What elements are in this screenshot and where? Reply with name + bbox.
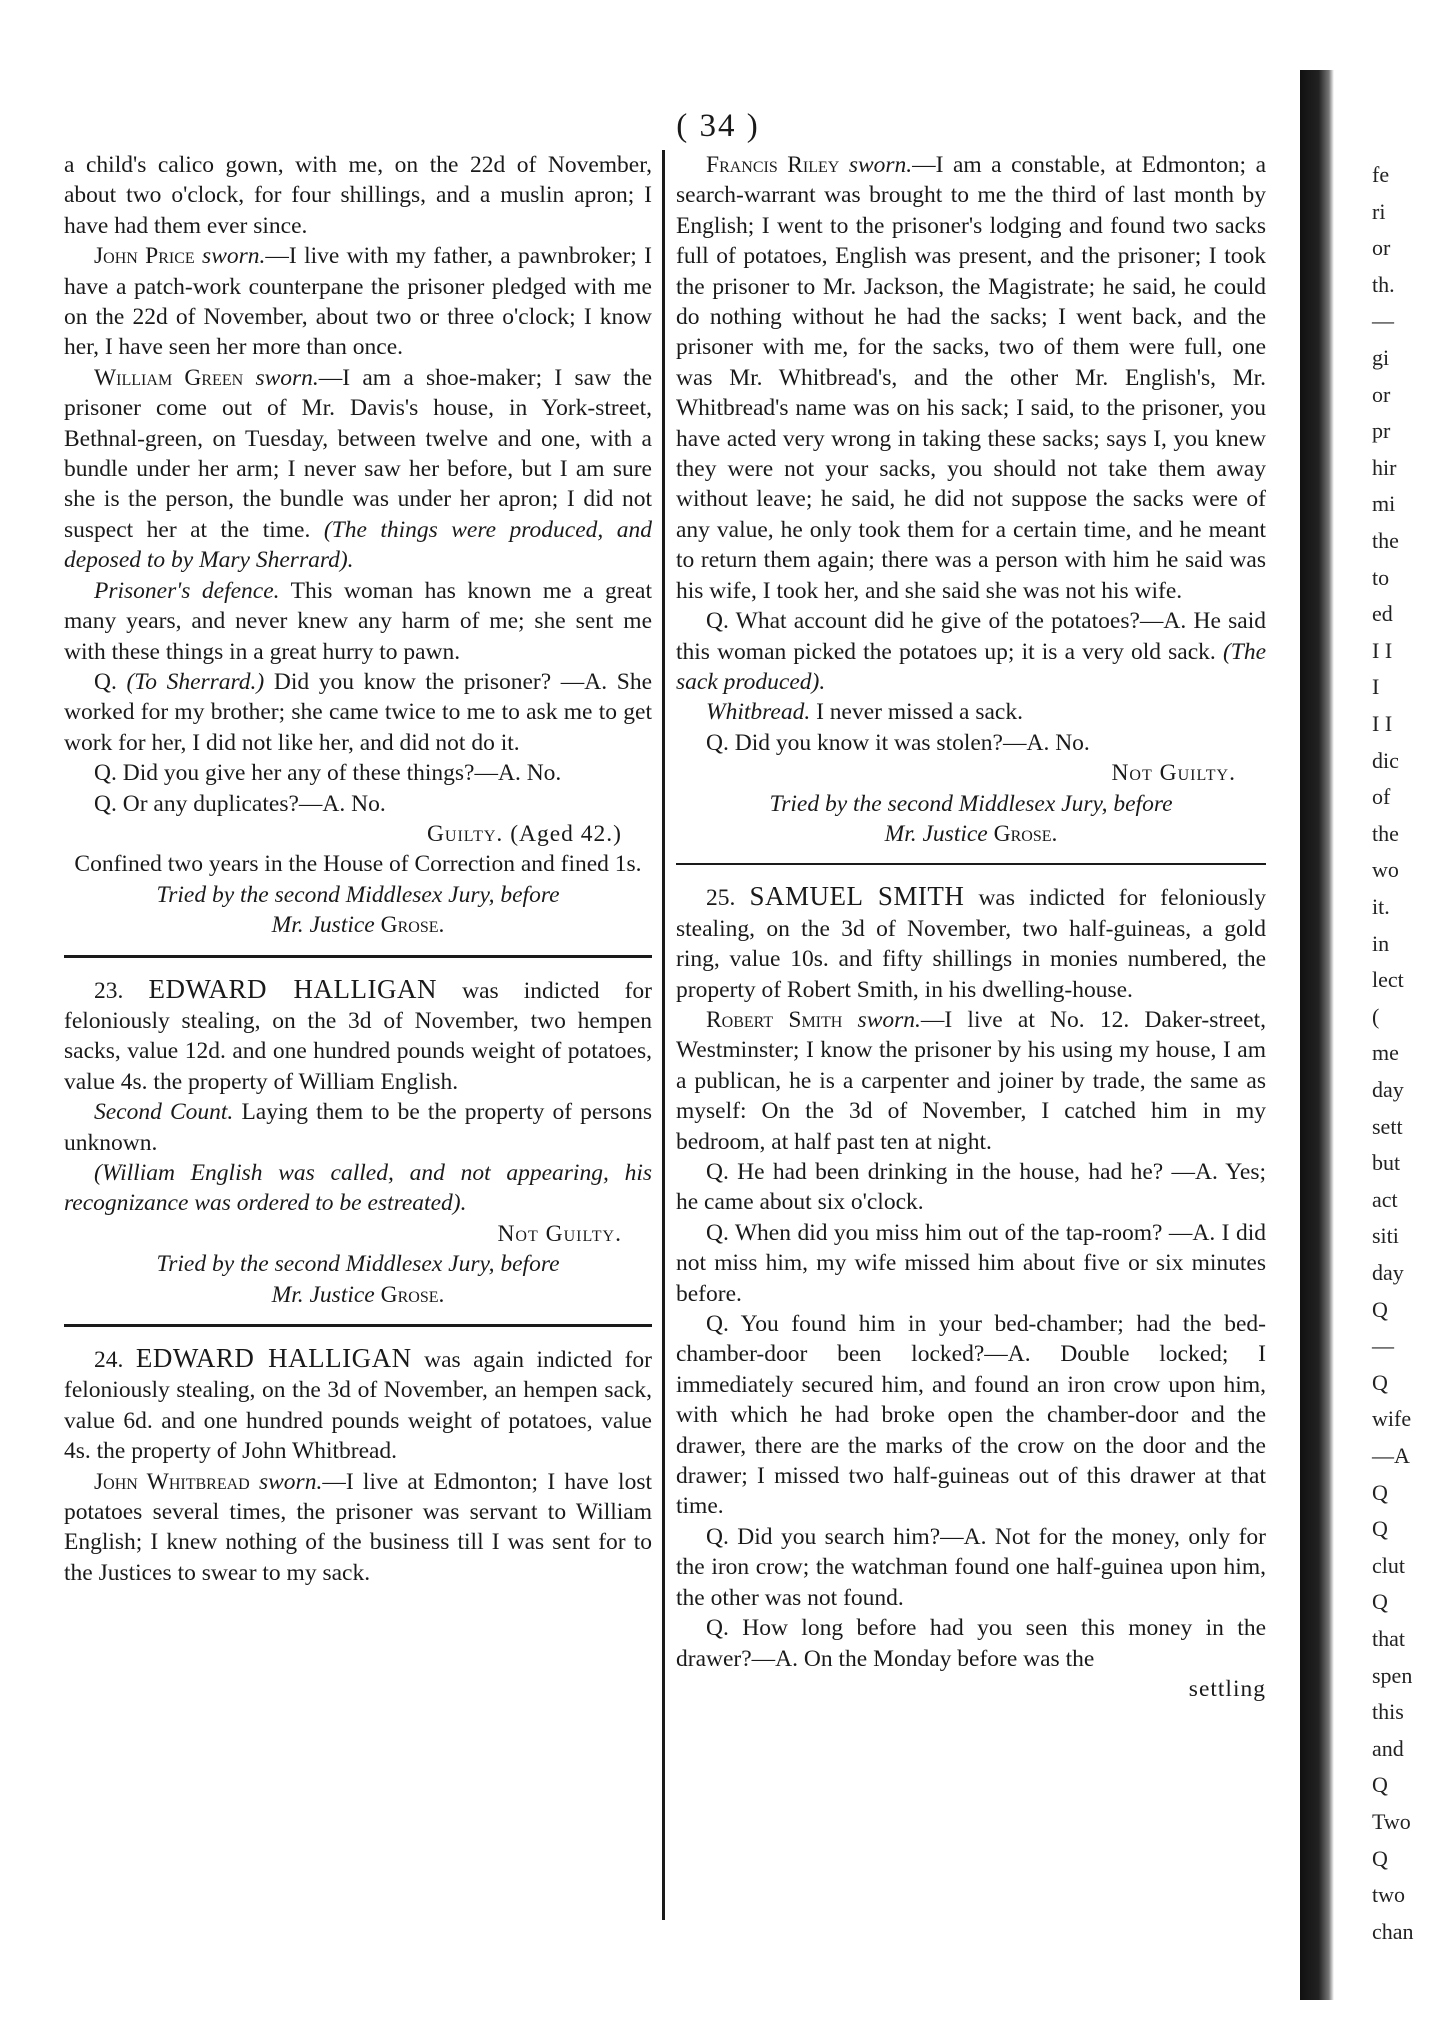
case-number: 25. (706, 885, 736, 912)
facing-page-fragment: Two (1372, 1809, 1411, 1834)
tried-by-judge (64, 1280, 652, 1310)
facing-page-fragment: gi (1372, 345, 1390, 370)
facing-page-fragment: Q (1372, 1369, 1388, 1395)
judge-name: Grose. (380, 912, 445, 939)
facing-page-fragment: that (1372, 1626, 1405, 1651)
question-answer: Q. He had been drinking in the house, had he? —A. Yes; he came about six o'clock. (676, 1159, 1266, 1216)
facing-page-fragment: Q (1372, 1589, 1388, 1615)
facing-page-fragment: me (1372, 1040, 1399, 1066)
question-answer: Q. Did you know it was stolen?—A. No. (706, 729, 1090, 756)
judge-name: Grose. (380, 1281, 445, 1308)
facing-page-fragment: this (1372, 1699, 1404, 1725)
judge-title: Mr. Justice (271, 912, 375, 939)
stage-note-text: (William English was called, and not appearing, his recognizance was ordered to be estreated). (64, 1160, 652, 1217)
facing-page-fragment: wife (1372, 1406, 1412, 1432)
testimony-text: —I live at Edmonton; I have lost potatoes several times, the prisoner was servant to William English; I knew nothing of the business till I was sent for to the Justices to swear to my sack. (64, 1468, 653, 1586)
sworn-label: sworn. (857, 1006, 921, 1033)
tried-by-line: Tried by the second Middlesex Jury, before (156, 1251, 560, 1278)
stage-note: (The things were produced, and deposed to by Mary Sherrard). (64, 516, 652, 574)
facing-page-fragment: wo (1372, 857, 1399, 883)
left-column (64, 150, 652, 1588)
middle-column (676, 150, 1266, 1704)
defence-text: This woman has known me a great many years, and never knew any harm of me; she sent me with these things in a great hurry to pawn. (64, 577, 652, 665)
question-answer: Q. Or any duplicates?—A. No. (94, 790, 386, 817)
section-divider (676, 863, 1266, 865)
qa-text: Did you know the prisoner? —A. She worked for my brother; she came twice to me to ask me to get work for her, I did not like her, and did not do it. (64, 668, 652, 756)
judge-title: Mr. Justice (271, 1281, 375, 1308)
facing-page-fragment: the (1372, 528, 1399, 553)
binding-shadow (1300, 70, 1334, 2000)
witness-name: Francis Riley (706, 152, 840, 178)
second-count (64, 1097, 652, 1158)
witness-name: Robert Smith (706, 1006, 843, 1033)
question-answer: Q. Did you search him?—A. Not for the money, only for the iron crow; the watchman found one half-guinea upon him, the other was not found. (676, 1523, 1266, 1611)
facing-page-fragment: Q (1372, 1772, 1388, 1798)
facing-page-fragment: —A (1372, 1443, 1410, 1468)
facing-page-fragment: of (1372, 784, 1391, 810)
facing-page-fragment: — (1372, 1333, 1394, 1359)
question-answer (64, 667, 652, 758)
defence-label: Prisoner's defence. (94, 577, 280, 604)
question-answer: Q. How long before had you seen this money in the drawer?—A. On the Monday before was the (676, 1615, 1266, 1672)
facing-page-fragment: but (1372, 1150, 1401, 1176)
prisoner-defence (64, 576, 652, 667)
whitbread-statement (676, 697, 1266, 727)
facing-page-fragment: to (1372, 564, 1390, 590)
section-divider (64, 955, 652, 958)
facing-page-fragment: sett (1372, 1113, 1403, 1139)
facing-page-fragment: and (1372, 1735, 1404, 1761)
sworn-label: sworn. (848, 152, 913, 178)
catchword: settling (1188, 1675, 1266, 1702)
facing-page-fragment: chan (1372, 1918, 1414, 1944)
facing-page-fragment: day (1372, 1077, 1404, 1102)
case-number: 24. (94, 1347, 124, 1374)
count-text: Laying them to be the property of persons unknown. (64, 1099, 652, 1156)
indictment-text: was indicted for feloniously stealing, on the 3d of November, two half-guineas, a gold ring, value 10s. and fifty shillings in monies numbered, the property of Robert Smith, in his dwelling-house. (676, 885, 1267, 1003)
facing-page-fragment: Q (1372, 1516, 1388, 1542)
case-number: 23. (94, 977, 124, 1004)
facing-page-fragment: ri (1372, 198, 1386, 224)
witness-name: William Green (94, 364, 244, 391)
judge-name: Grose. (993, 820, 1058, 847)
testimony-john-whitbread (64, 1467, 652, 1589)
facing-page-fragment: I I (1372, 637, 1393, 663)
facing-page-fragment: the (1372, 820, 1399, 846)
testimony-francis-riley (676, 150, 1266, 606)
paragraph: a child's calico gown, with me, on the 22d of November, about two o'clock, for four shillings, and a muslin apron; I have had them ever since. (64, 152, 652, 239)
sentence: Confined two years in the House of Correction and fined 1s. (74, 851, 642, 878)
facing-page-fragment: th. (1372, 271, 1395, 297)
testimony-text: —I am a constable, at Edmonton; a search-warrant was brought to me the third of last month by English; I went to the prisoner's lodging and found two sacks full of potatoes, English was present, and the prisoner; I took the prisoner to Mr. Jackson, the Magistrate; he said, he could do nothing without he had the sacks; I went back, and the prisoner with me, for the sacks, two of them were full, one was Mr. Whitbread's, and the other Mr. English's, Mr. Whitbread's name was on his sack; I said, to the prisoner, you have acted very wrong in taking these sacks; says I, you knew they were not your sacks, you should not take them away without leave; he said, he did not suppose the sacks were of any value, he only took them for a certain time, and he meant to return them again; there was a person with him he said was his wife, I took her, and she said she was not his wife. (676, 152, 1266, 604)
facing-page-fragment: — (1372, 308, 1394, 334)
facing-page-fragment: Q (1372, 1845, 1388, 1871)
facing-page-fragment: ( (1372, 1003, 1380, 1029)
speaker-label: Whitbread. (706, 699, 811, 726)
case-24-heading (64, 1343, 652, 1467)
facing-page-fragment: day (1372, 1260, 1404, 1285)
facing-page-fragment: I I (1372, 711, 1393, 736)
indictment-text: was indicted for feloniously stealing, on the 3d of November, two hempen sacks, value 12d. and one hundred pounds weight of potatoes, value 4s. the property of William English. (64, 977, 652, 1095)
sworn-label: sworn. (202, 243, 266, 270)
column-divider (662, 150, 665, 1920)
statement-text: I never missed a sack. (816, 699, 1023, 726)
testimony-text: —I am a shoe-maker; I saw the prisoner come out of Mr. Davis's house, in York-street, Bethnal-green, on Tuesday, between twelve and one, with a bundle under her arm; I never saw her before, but I am sure she is the person, the bundle was under her apron; I did not suspect her at the time. (64, 364, 652, 543)
facing-page-fragment: hir (1372, 454, 1397, 480)
case-23-heading (64, 974, 652, 1098)
facing-page-fragment: it. (1372, 894, 1390, 919)
facing-page-fragment: Q (1372, 1296, 1388, 1322)
testimony-text: —I live at No. 12. Daker-street, Westminster; I know the prisoner by his using my house, I am a publican, he is a carpenter and joiner by trade, the same as myself: On the 3d of November, I catched him in my bedroom, at half past ten at night. (676, 1006, 1266, 1155)
defendant-name: EDWARD HALLIGAN (135, 1343, 412, 1374)
sworn-label: sworn. (258, 1468, 323, 1495)
stage-note (64, 1158, 652, 1219)
facing-page-fragment: mi (1372, 491, 1396, 517)
defendant-name: EDWARD HALLIGAN (148, 973, 437, 1004)
facing-page-fragment: act (1372, 1186, 1398, 1212)
facing-page-fragment: clut (1372, 1552, 1405, 1578)
facing-page-fragment: siti (1372, 1223, 1399, 1249)
testimony-william-green (64, 363, 652, 576)
count-label: Second Count. (94, 1099, 234, 1126)
stage-note: (The sack produced). (676, 638, 1267, 695)
question-answer (676, 606, 1266, 697)
tried-by-judge (64, 910, 652, 940)
witness-name: John Price (94, 243, 195, 270)
facing-page-fragment: pr (1372, 418, 1391, 444)
tried-by-line: Tried by the second Middlesex Jury, before (769, 790, 1173, 817)
tried-by-judge (676, 819, 1266, 849)
qa-text: Q. What account did he give of the potatoes?—A. He said this woman picked the potatoes up; it is a very old sack. (676, 608, 1266, 665)
facing-page-fragment: lect (1372, 967, 1404, 993)
question-answer: Q. You found him in your bed-chamber; had the bed-chamber-door been locked?—A. Double locked; I immediately secured him, and found an iron crow upon him, with which he had broke open the chamber-door and the drawer, there are the marks of the crow on the door and the drawer; I missed two half-guineas out of this drawer at that time. (676, 1311, 1266, 1520)
case-25-heading (676, 881, 1266, 1005)
facing-page-fragment: spen (1372, 1662, 1413, 1688)
verdict (64, 819, 652, 849)
testimony-text: —I live with my father, a pawnbroker; I have a patch-work counterpane the prisoner pledged with me on the 22d of November, about two or three o'clock; I know her, I have seen her more than once. (64, 243, 652, 361)
testimony-robert-smith (676, 1005, 1266, 1157)
facing-page-fragment: or (1372, 235, 1391, 261)
facing-page-fragment: dic (1372, 747, 1399, 773)
facing-page-fragment: I (1372, 674, 1380, 700)
prisoner-age: (Aged 42.) (510, 820, 622, 847)
stage-note: (To Sherrard.) (126, 668, 265, 695)
facing-page-fragment: ed (1372, 601, 1393, 627)
question-answer: Q. Did you give her any of these things?—A. No. (94, 760, 562, 787)
verdict: Not Guilty. (1111, 760, 1236, 787)
verdict-text: Guilty. (426, 820, 504, 847)
indictment-text: was again indicted for feloniously stealing, on the 3d of November, an hempen sack, value 6d. and one hundred pounds weight of potatoes, value 4s. the property of John Whitbread. (64, 1347, 653, 1465)
testimony-john-price (64, 241, 652, 363)
q-marker: Q. (94, 668, 117, 695)
facing-page-fragment: Q (1372, 1479, 1388, 1505)
page-number: ( 34 ) (676, 108, 760, 144)
sworn-label: sworn. (255, 364, 319, 391)
facing-page-fragment: two (1372, 1882, 1405, 1908)
section-divider (64, 1324, 652, 1327)
tried-by-line: Tried by the second Middlesex Jury, before (156, 881, 560, 908)
witness-name: John Whitbread (94, 1468, 250, 1495)
judge-title: Mr. Justice (884, 820, 988, 847)
question-answer: Q. When did you miss him out of the tap-room? —A. I did not miss him, my wife missed him about five or six minutes before. (676, 1219, 1266, 1307)
facing-page-fragment: fe (1372, 162, 1390, 187)
defendant-name: SAMUEL SMITH (749, 881, 965, 912)
facing-page-fragment: in (1372, 930, 1390, 956)
facing-page-fragment: or (1372, 381, 1391, 407)
verdict: Not Guilty. (497, 1220, 622, 1247)
